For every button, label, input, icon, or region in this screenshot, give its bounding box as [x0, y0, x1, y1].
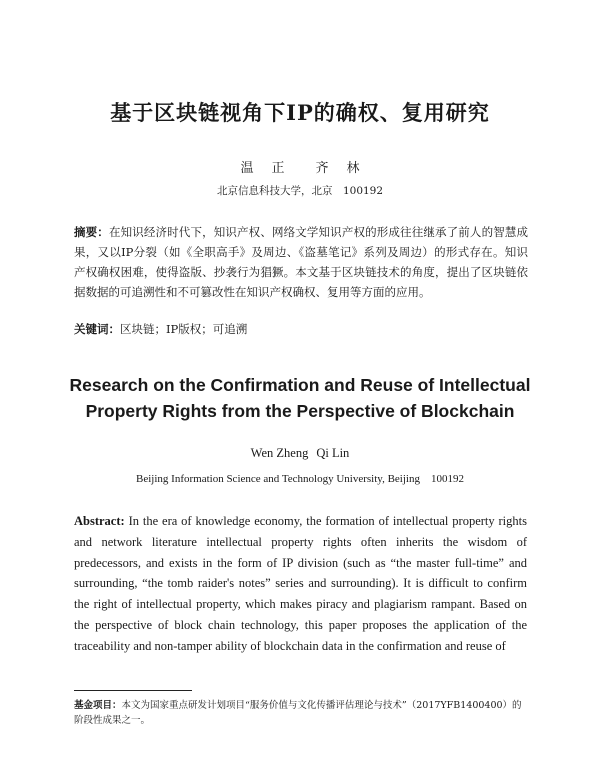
- en-abstract-label: Abstract:: [74, 514, 125, 528]
- cn-author-char: 正: [271, 161, 285, 176]
- footnote: [74, 698, 529, 728]
- cn-affiliation: 北京信息科技大学，北京 100192: [216, 185, 384, 197]
- cn-authors: [0, 157, 600, 176]
- cn-abstract-text: 在知识经济时代下，知识产权、网络文学知识产权的形成往往继承了前人的智慧成果，又以IP分裂（如《全职高手》及周边、《盗墓笔记》系列及周边）的形式存在。知识产权确权困难，使得盗版、抄袭行为猖獗。本文基于区块链技术的角度，提出了区块链依据数据的可追溯性和不可篡改性在知识产权确权、复用等方面的应用。: [74, 225, 528, 299]
- cn-keywords-label: 关键词：: [74, 322, 120, 336]
- en-abstract-text: In the era of knowledge economy, the formation of intellectual property rights and network literature intellectual property rights often inherits the wisdom of predecessors, and exists in the form of IP division (such as “the master full-time” and surrounding, “the tomb raider's notes” series and surrounding). It is difficult to confirm the right of intellectual property, which makes piracy and plagiarism rampant. Based on the perspective of block chain technology, this paper proposes the application of the traceability and non-tamper ability of blockchain data in the confirmation and reuse of: [74, 514, 527, 653]
- cn-paper-title: 基于区块链视角下IP的确权、复用研究: [110, 100, 490, 125]
- en-abstract: [74, 511, 527, 657]
- cn-keywords-text: 区块链；IP版权；可追溯: [120, 322, 248, 336]
- cn-author-char: 林: [346, 161, 360, 176]
- en-author: Wen Zheng: [250, 446, 309, 460]
- cn-author-char: 温: [240, 161, 254, 176]
- footnote-text: 本文为国家重点研发计划项目“服务价值与文化传播评估理论与技术”（2017YFB1400400）的阶段性成果之一。: [74, 700, 522, 726]
- cn-author-char: 齐: [315, 161, 329, 176]
- cn-keywords: [74, 321, 528, 337]
- cn-abstract-label: 摘要：: [74, 225, 109, 239]
- footnote-divider: [74, 690, 192, 691]
- footnote-label: 基金项目：: [74, 700, 122, 711]
- en-affiliation: Beijing Information Science and Technology University, Beijing 100192: [136, 473, 464, 485]
- cn-abstract: [74, 222, 528, 302]
- en-paper-title: Research on the Confirmation and Reuse of Intellectual Property Rights from the Perspective of Blockchain: [69, 375, 531, 421]
- en-authors: [0, 446, 600, 461]
- en-author: Qi Lin: [316, 446, 350, 460]
